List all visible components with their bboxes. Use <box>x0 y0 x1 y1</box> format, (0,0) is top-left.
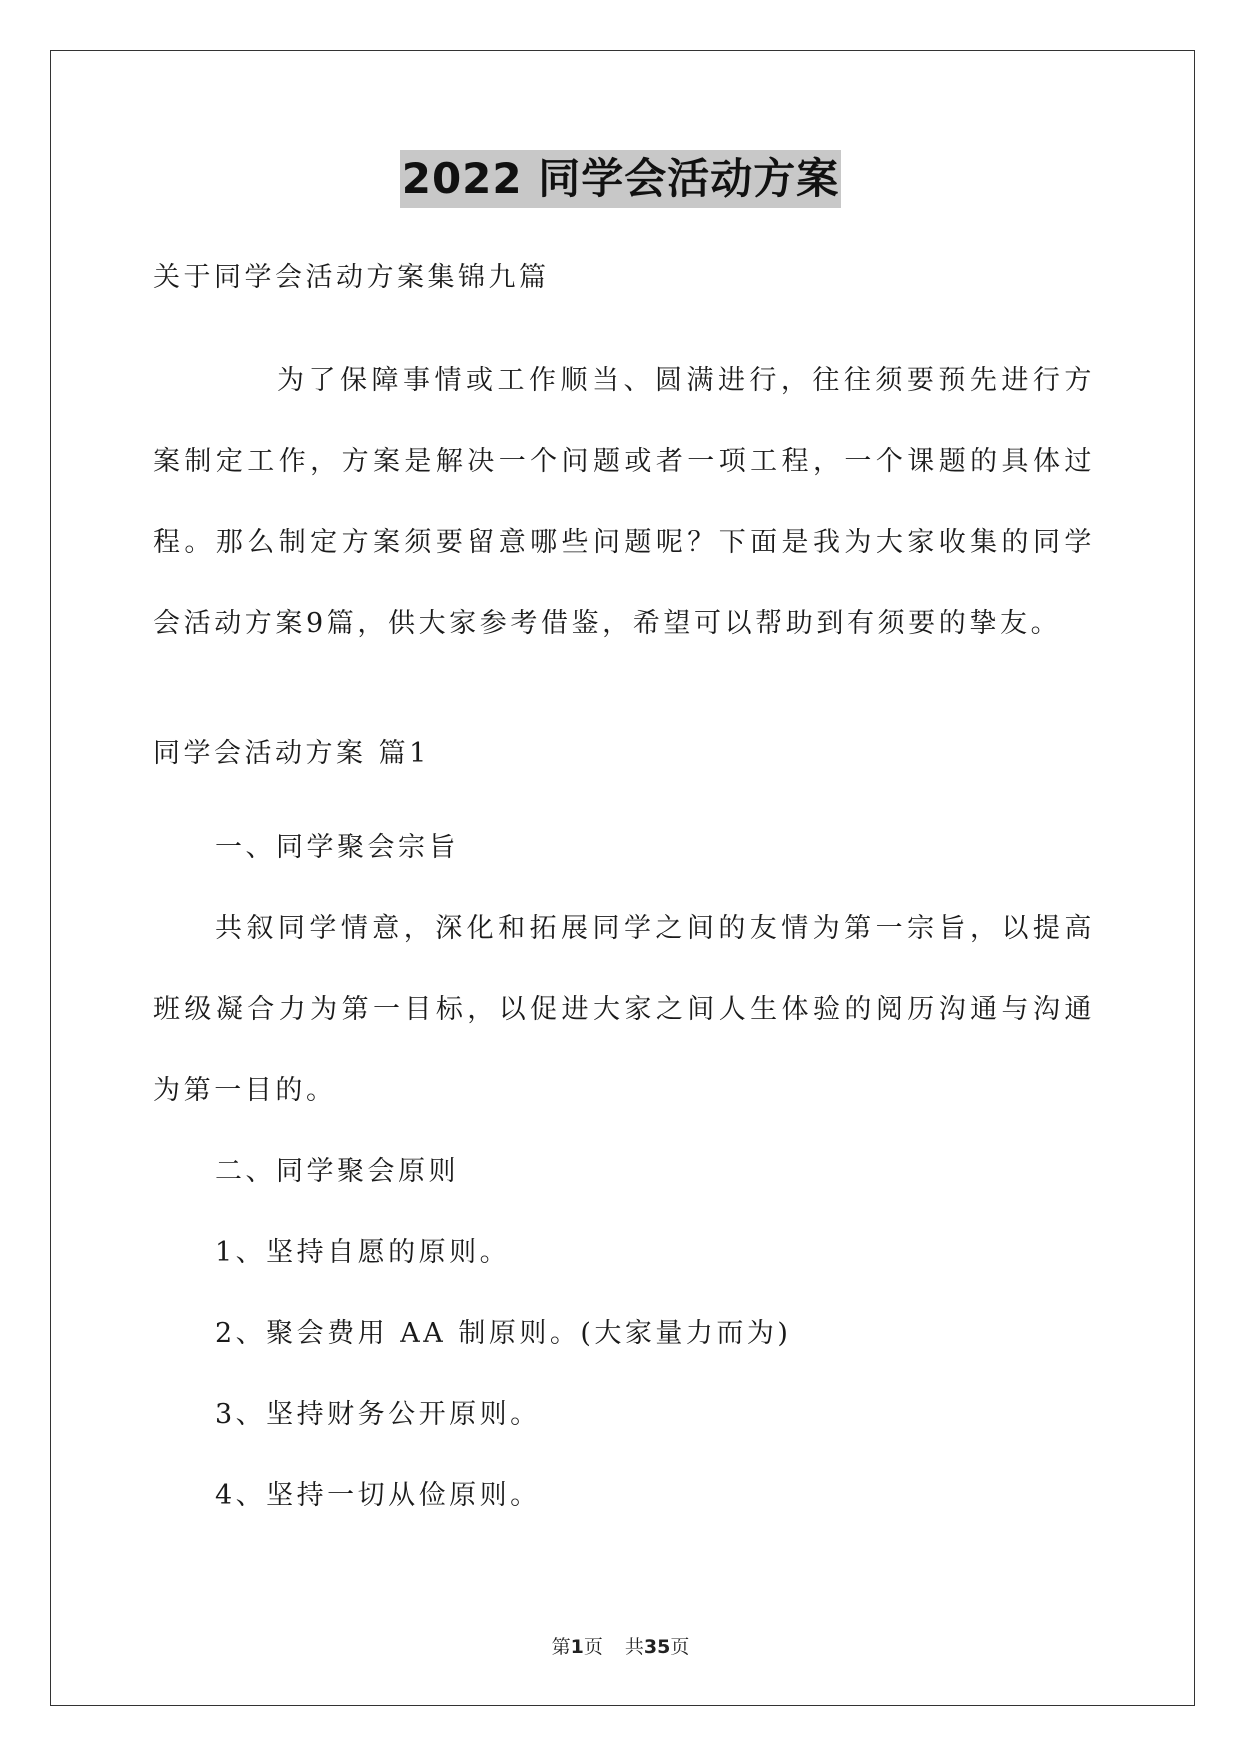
page-prefix: 第 <box>551 1636 571 1658</box>
principle-item-1: 1、坚持自愿的原则。 <box>215 1237 511 1268</box>
title-container <box>0 150 1241 208</box>
principle-item-4: 4、坚持一切从俭原则。 <box>215 1480 541 1511</box>
total-suffix: 页 <box>670 1636 690 1658</box>
heading-principles: 二、同学聚会原则 <box>215 1156 459 1187</box>
principle-item-3: 3、坚持财务公开原则。 <box>215 1399 541 1430</box>
principle-item-2: 2、聚会费用 AA 制原则。(大家量力而为) <box>215 1318 792 1349</box>
document-body <box>153 258 1095 1536</box>
purpose-paragraph: 共叙同学情意，深化和拓展同学之间的友情为第一宗旨，以提高班级凝合力为第一目标，以促进大家之间人生体验的阅历沟通与沟通为第一目的。 <box>153 913 1095 1106</box>
section-title: 同学会活动方案 篇1 <box>153 738 430 769</box>
page-footer <box>0 1632 1241 1659</box>
document-title: 2022 同学会活动方案 <box>400 150 842 208</box>
intro-paragraph: 为了保障事情或工作顺当、圆满进行，往往须要预先进行方案制定工作，方案是解决一个问题或者一项工程，一个课题的具体过程。那么制定方案须要留意哪些问题呢？下面是我为大家收集的同学会活动方案9篇，供大家参考借鉴，希望可以帮助到有须要的挚友。 <box>153 365 1095 639</box>
document-subtitle: 关于同学会活动方案集锦九篇 <box>153 262 550 293</box>
total-prefix: 共 <box>624 1636 644 1658</box>
page-suffix: 页 <box>583 1636 603 1658</box>
heading-purpose: 一、同学聚会宗旨 <box>215 832 459 863</box>
total-pages: 35 <box>643 1636 671 1658</box>
page-number: 1 <box>570 1636 584 1658</box>
